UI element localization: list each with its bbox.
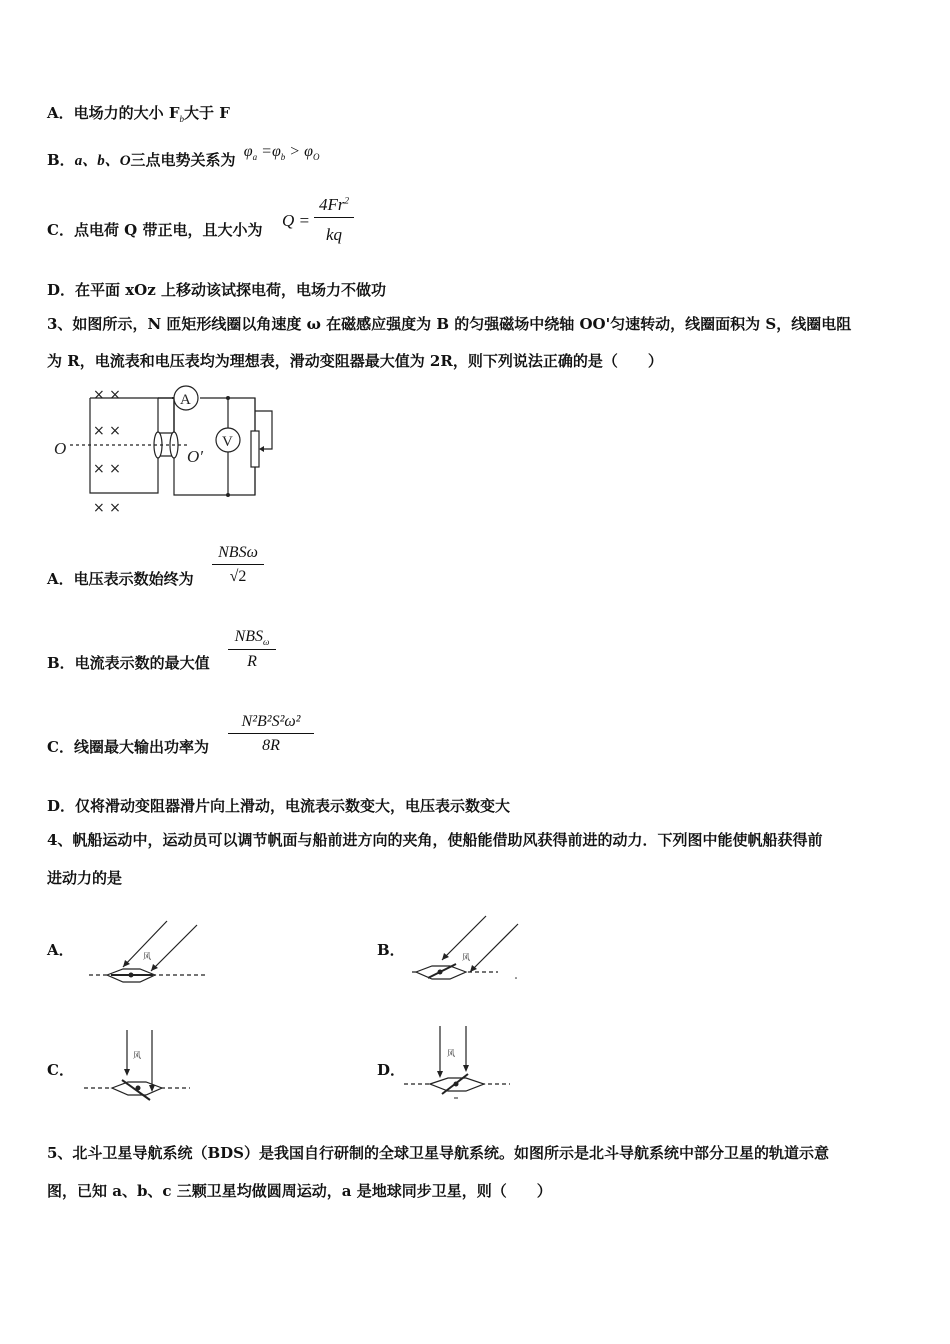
q3-field-marks-4: × ×: [93, 500, 121, 516]
q2-option-b: [47, 143, 320, 176]
q3-option-a-denominator: √2: [229, 568, 247, 585]
q4-option-d-diagram: [402, 1024, 517, 1109]
q3-option-c-text: C．线圈最大输出功率为: [47, 738, 209, 756]
q4-option-d-wind-label: 风: [447, 1049, 455, 1058]
q3-voltmeter-label: V: [222, 434, 233, 450]
q2-option-b-formula: $\varphi_a =\varphi_b > \varphi_O$: [243, 143, 320, 163]
q4-option-c-diagram: [82, 1028, 202, 1113]
q3-option-c: [47, 737, 209, 757]
q3-field-marks-1: × ×: [93, 387, 121, 403]
q4-option-d-label: D．: [377, 1061, 406, 1079]
q4-option-c-wind-label: 风: [133, 1051, 141, 1060]
q3-option-b: [47, 653, 210, 673]
q2-option-c-text: C．点电荷 Q 带正电，且大小为: [47, 221, 263, 239]
q3-option-b-fraction: [228, 628, 276, 671]
q2-option-c-denominator: kq: [325, 225, 343, 244]
q2-option-b-vars: a、b、O: [74, 153, 131, 169]
q3-option-c-denominator: 8R: [262, 737, 280, 754]
q4-stem-line2: 进动力的是: [47, 869, 123, 887]
q2-option-a-sub: b: [179, 114, 185, 124]
q3-option-a-numerator: NBSω: [212, 544, 264, 565]
q2-option-a-tail: 大于 F: [184, 104, 230, 122]
q3-axis-label-o-prime: O′: [187, 447, 203, 466]
q2-option-c-numerator: 4Fr: [319, 195, 345, 214]
q3-option-c-fraction: [228, 713, 314, 755]
q4-option-a-diagram: [85, 915, 210, 995]
q2-option-c: [47, 220, 262, 240]
q3-option-a-fraction: [212, 544, 264, 586]
q3-option-a: [47, 569, 194, 589]
q3-circuit-diagram: [50, 383, 290, 518]
q3-field-marks-3: × ×: [93, 461, 121, 477]
q4-option-a-label: A．: [47, 941, 74, 959]
q2-option-c-lhs: Q =: [282, 211, 310, 230]
q4-option-c-label: C．: [47, 1061, 74, 1079]
q4-stem-line1: 4、帆船运动中，运动员可以调节帆面与船前进方向的夹角，使船能借助风获得前进的动力．下列图中能使帆船获得前: [47, 831, 823, 849]
q5-stem-line2: 图，已知 a、b、c 三颗卫星均做圆周运动，a 是地球同步卫星，则（ ）: [47, 1182, 552, 1200]
q3-option-d: D．仅将滑动变阻器滑片向上滑动，电流表示数变大，电压表示数变大: [47, 797, 511, 815]
q3-option-a-text: A．电压表示数始终为: [47, 570, 194, 588]
q3-stem-line1: 3、如图所示，N 匝矩形线圈以角速度 ω 在磁感应强度为 B 的匀强磁场中绕轴 OO'匀速转动，线圈面积为 S，线圈电阻: [47, 315, 852, 333]
q2-option-a-text: A．电场力的大小 F: [47, 104, 180, 122]
q4-option-b-wind-label: 风: [462, 953, 470, 962]
q3-axis-label-o: O: [54, 439, 67, 458]
q4-option-a-wind-label: 风: [143, 952, 151, 961]
q3-ammeter-label: A: [180, 392, 191, 408]
q2-option-a: [47, 103, 230, 129]
q3-field-marks-2: × ×: [93, 423, 121, 439]
q3-option-b-denominator: R: [247, 653, 257, 671]
q3-stem-line2: 为 R，电流表和电压表均为理想表，滑动变阻器最大值为 2R，则下列说法正确的是（ ）: [47, 352, 663, 370]
q5-stem-line1: 5、北斗卫星导航系统（BDS）是我国自行研制的全球卫星导航系统。如图所示是北斗导航系统中部分卫星的轨道示意: [47, 1144, 829, 1162]
q2-option-d: D．在平面 xOz 上移动该试探电荷，电场力不做功: [47, 281, 386, 299]
q2-option-b-prefix: B．: [47, 151, 75, 169]
q3-option-b-text: B．电流表示数的最大值: [47, 654, 210, 672]
q4-option-b-diagram: [408, 912, 533, 992]
q4-option-b-label: B．: [377, 941, 405, 959]
q2-option-b-text: 三点电势关系为: [130, 151, 236, 169]
q3-option-b-numerator: NBS: [234, 628, 264, 645]
q3-option-b-numerator-sub: ω: [263, 637, 270, 648]
q3-option-c-numerator: N²B²S²ω²: [228, 713, 314, 734]
